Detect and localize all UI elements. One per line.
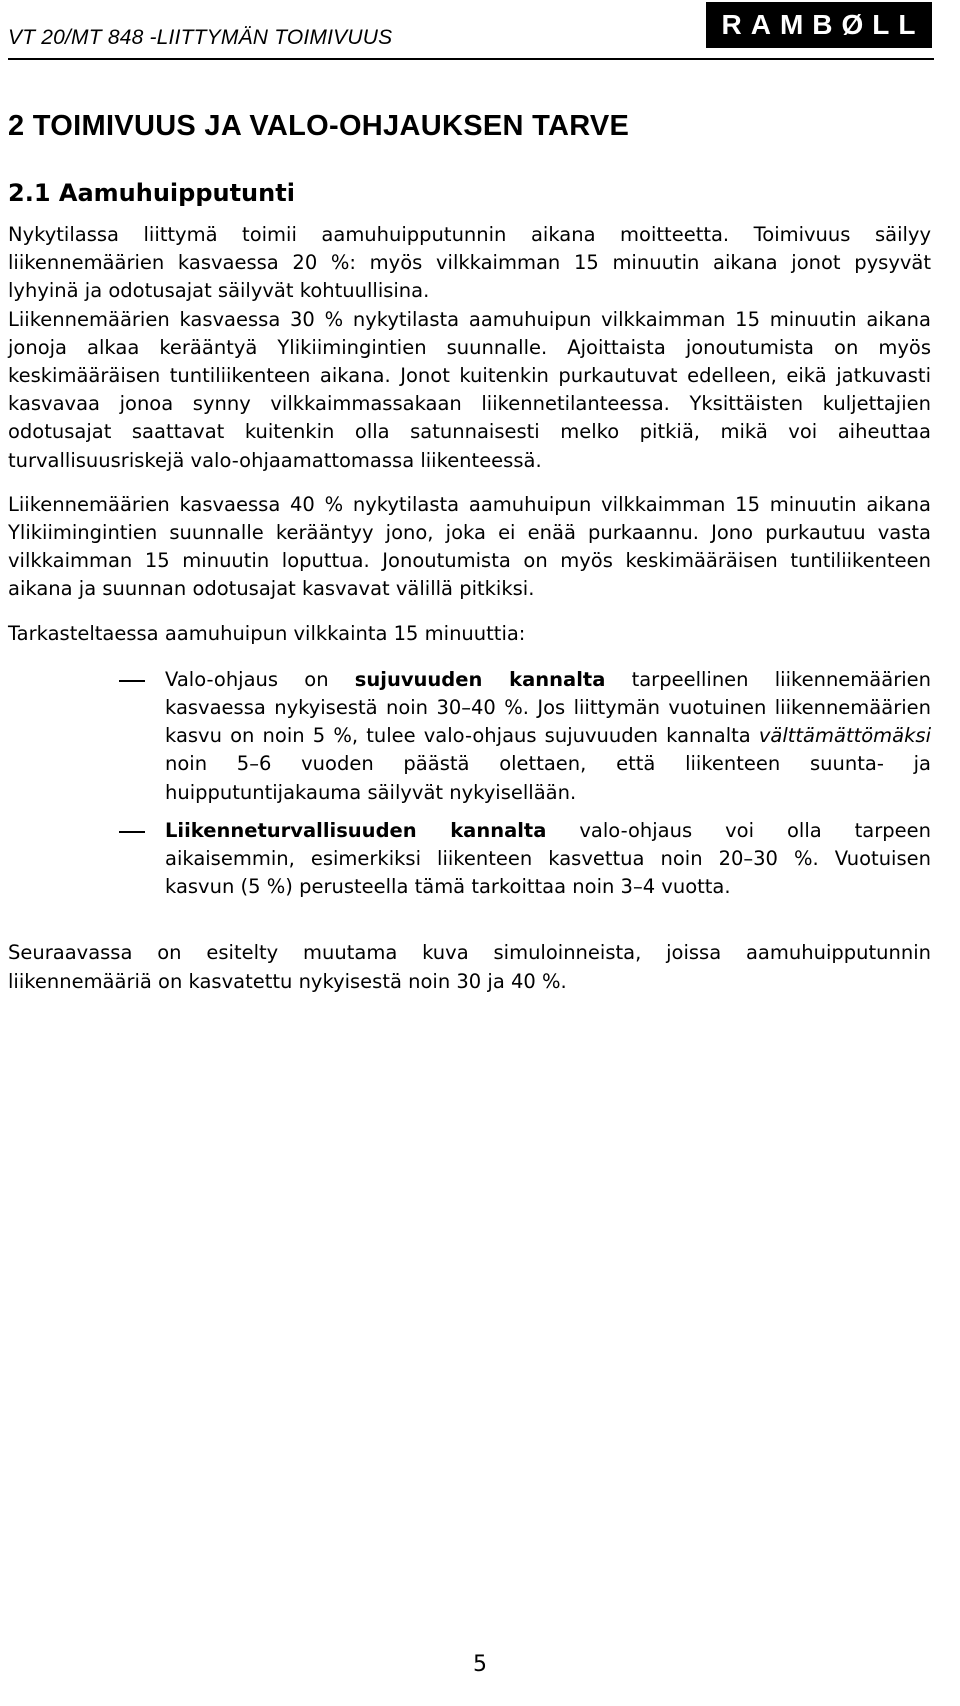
bullet-item-flow — [8, 666, 931, 807]
bullet-text-mid: tarpeellinen liikennemäärien kasvaessa nykyisestä noin 30–40 %. Jos liittymän vuotuinen liikennemäärien kasvu on noin 5 %, tulee valo-ohjaus sujuvuuden kannalta — [165, 667, 931, 748]
bullet-text-pre: Valo-ohjaus on — [165, 667, 355, 691]
bullet-text-mid: valo-ohjaus voi olla tarpeen aikaisemmin, esimerkiksi liikenteen kasvettua noin 20–30 %. Vuotuisen kasvun (5 %) perusteella tämä tarkoittaa noin 3–4 vuotta. — [165, 818, 931, 899]
paragraph-2: Liikennemäärien kasvaessa 30 % nykytilasta aamuhuipun vilkkaimman 15 minuutin aikana jonoja alkaa kerääntyä Ylikiimingintien suunnalle. Ajoittaista jonoutumista on myös keskimääräisen tuntiliikenteen aikana. Jonot kuitenkin purkautuvat edelleen, eikä jatkuvasti kasvavaa jonoa synny vilkkaimmassakaan liikennetilanteessa. Yksittäisten kuljettajien odotusajat saattavat kuitenkin olla satunnaisesti melko pitkiä, mikä voi aiheuttaa turvallisuusriskejä valo-ohjaamattomassa liikenteessä. — [8, 307, 931, 472]
bullet-item-safety — [8, 817, 931, 902]
page-content — [8, 98, 931, 996]
bullet-text-italic: välttämättömäksi — [758, 724, 931, 748]
dash-bullet-icon — [119, 680, 145, 682]
page-number: 5 — [473, 1652, 487, 1677]
closing-paragraph: Seuraavassa on esitelty muutama kuva simuloinneista, joissa aamuhuipputunnin liikennemääriä on kasvatettu nykyisestä noin 30 ja 40 %. — [8, 941, 931, 993]
paragraph-1: Nykytilassa liittymä toimii aamuhuipputunnin aikana moitteetta. Toimivuus säilyy liikennemäärien kasvaessa 20 %: myös vilkkaimman 15 minuutin aikana jonot pysyvät lyhyinä ja odotusajat säilyvät kohtuullisina. — [8, 223, 931, 303]
bullet-lead-in: Tarkasteltaessa aamuhuipun vilkkainta 15 minuuttia: — [8, 621, 526, 645]
document-title: VT 20/MT 848 -LIITTYMÄN TOIMIVUUS — [8, 26, 393, 49]
bullet-list — [8, 666, 931, 902]
subsection-heading: 2.1 Aamuhuipputunti — [8, 179, 295, 207]
ramboll-logo: RAMBØLL — [706, 2, 932, 48]
bullet-text-bold: Liikenneturvallisuuden kannalta — [165, 818, 547, 842]
dash-bullet-icon — [119, 831, 145, 833]
bullet-text-post: noin 5–6 vuoden päästä olettaen, että liikenteen suunta- ja huipputuntijakauma säilyvät nykyisellään. — [165, 752, 931, 804]
page-header — [0, 0, 960, 62]
bullet-text-bold: sujuvuuden kannalta — [354, 667, 606, 691]
header-divider — [8, 58, 934, 60]
section-heading: 2 TOIMIVUUS JA VALO-OHJAUKSEN TARVE — [8, 110, 630, 142]
paragraph-3: Liikennemäärien kasvaessa 40 % nykytilasta aamuhuipun vilkkaimman 15 minuutin aikana Ylikiimingintien suunnalle kerääntyy jono, joka ei enää purkaannu. Jono purkautuu vasta vilkkaimman 15 minuutin loputtua. Jonoutumista on myös keskimääräisen tuntiliikenteen aikana ja suunnan odotusajat kasvavat välillä pitkiksi. — [8, 492, 931, 601]
